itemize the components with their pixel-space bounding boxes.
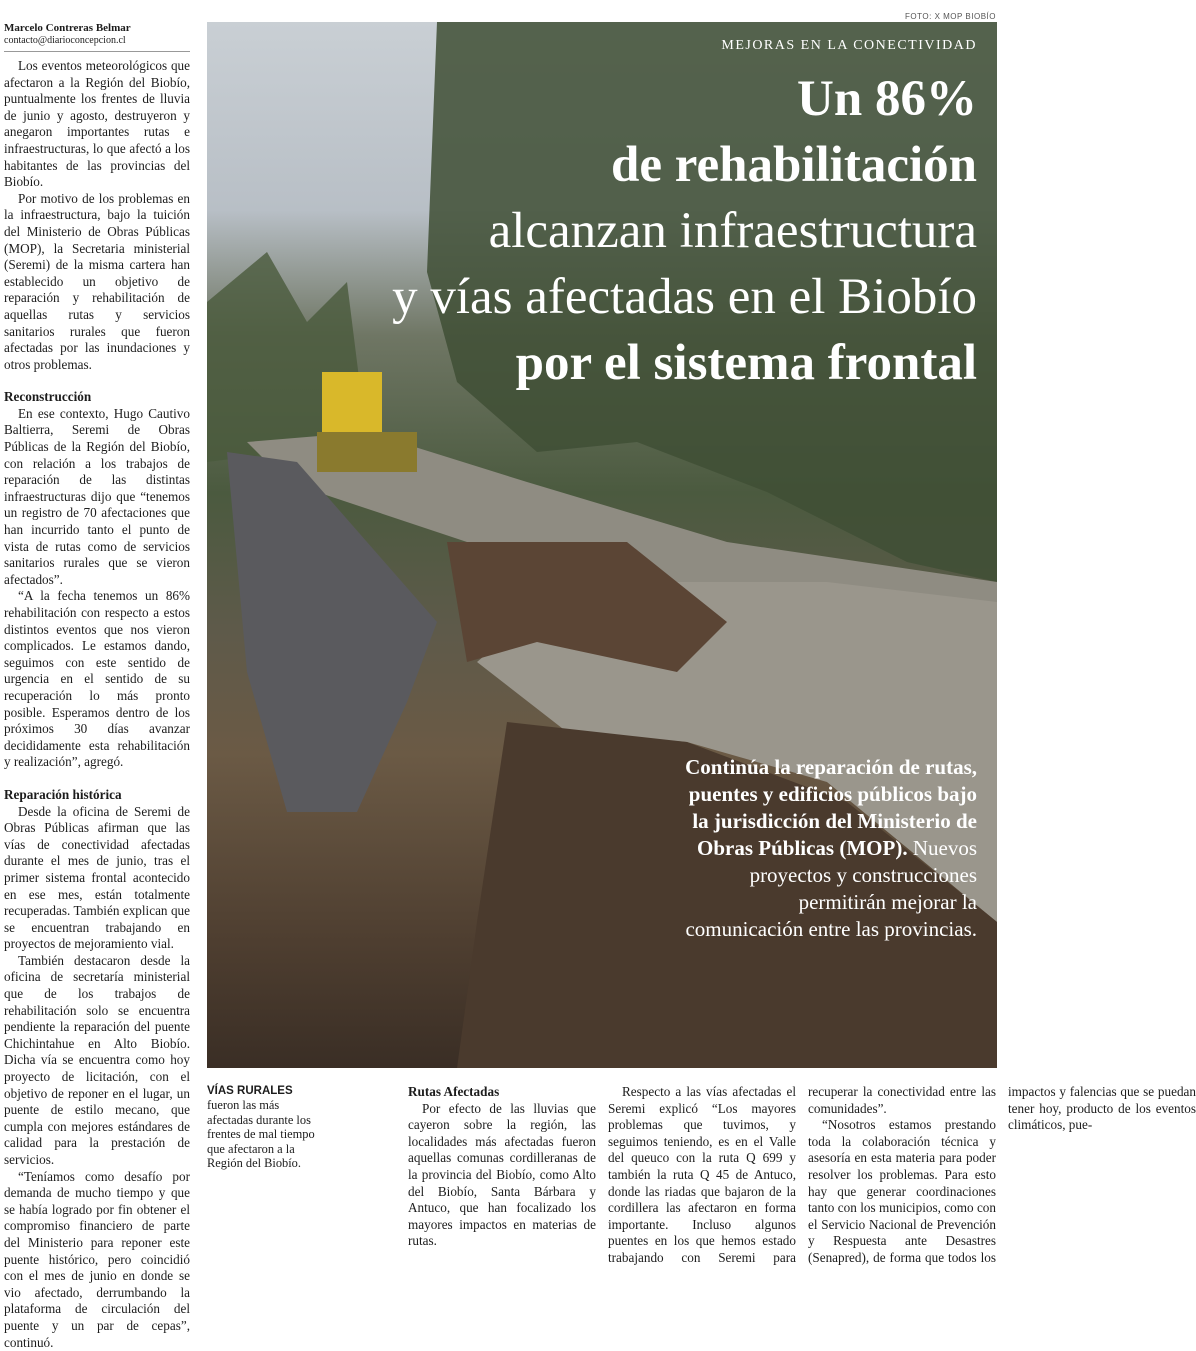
photo-caption	[207, 1084, 327, 1170]
deck-bold: Continúa la reparación de rutas, puentes y edificios públicos bajo la jurisdicción del Ministerio de Obras Públicas (MOP).	[685, 755, 977, 860]
left-body-text	[4, 58, 190, 1351]
headline-line: y vías afectadas en el Biobío	[392, 269, 977, 325]
headline	[237, 66, 977, 396]
subheading-reconstruccion: Reconstrucción	[4, 389, 92, 405]
paragraph: Por motivo de los problemas en la infraestructura, bajo la tuición del Ministerio de Obras Públicas (MOP), la Secretaria ministerial (Seremi) de la misma cartera han establecido un objetivo de reparación y rehabilitación de aquellas rutas y servicios sanitarios rurales que fueron afectadas por las inundaciones y otros problemas.	[4, 190, 190, 372]
caption-text: fueron las más afectadas durante los frentes de mal tiempo que afectaron a la Región del Biobío.	[207, 1098, 315, 1171]
headline-line: Un 86%	[797, 71, 977, 127]
deck-regular: Nuevos proyectos y construcciones permitirán mejorar la comunicación entre las provincias.	[685, 836, 977, 941]
paragraph: En ese contexto, Hugo Cautivo Baltierra, Seremi de Obras Públicas de la Región del Biobío, con relación a los trabajos de reparación de las distintas infraestructuras dijo que “tenemos un registro de 70 afectaciones que han incurrido tanto el punto de vista de rutas como de servicios sanitarios rurales que se vieron afectados”.	[4, 405, 190, 587]
headline-line: por el sistema frontal	[515, 335, 977, 391]
subheading-reparacion-historica: Reparación histórica	[4, 786, 122, 802]
paragraph: “Nosotros estamos prestando toda la colaboración técnica y asesoría en esta materia para poder resolver los problemas. Para esto hay que generar coordinaciones tanto con los municipios, como con el Servicio Nacional de Prevención y Respuesta ante Desastres (Senapred), de forma que todos los impactos y falencias que se puedan tener hoy, producto de los eventos climáticos, pue-	[808, 1084, 1196, 1265]
byline-email[interactable]: contacto@diarioconcepcion.cl	[4, 35, 126, 46]
left-column	[4, 22, 190, 1350]
headline-line: de rehabilitación	[611, 137, 977, 193]
paragraph: Desde la oficina de Seremi de Obras Públicas afirman que las vías de conectividad afectadas durante el mes de junio, tras el primer sistema frontal acontecido en ese mes, están totalmente recuperadas. También explican que se encuentran trabajando en proyectos de mejoramiento vial.	[4, 803, 190, 952]
paragraph: “A la fecha tenemos un 86% rehabilitación con respecto a estos distintos eventos que nos vieron complicados. Le estamos dando, seguimos con este sentido de urgencia en el sentido de su recuperación lo más pronto posible. Esperamos dentro de los próximos 30 días avanzar decididamente esta rehabilitación y realización”, agregó.	[4, 588, 190, 770]
paragraph: “Teníamos como desafío por demanda de mucho tiempo y que se había logrado por fin obtener el compromiso financiero de parte del Ministerio para reponer este puente histórico, pero coincidió con el mes de junio en donde se vio afectado, derrumbando la plataforma de circulación del puente y un par de cepas”, continuó.	[4, 1168, 190, 1350]
byline-author: Marcelo Contreras Belmar	[4, 22, 131, 34]
paragraph: Por efecto de las lluvias que cayeron sobre la región, las localidades más afectadas fueron aquellas comunas cordilleranas de la provincia del Biobío, como Alto del Biobío, Santa Bárbara y Antuco, que han focalizado los mayores impactos en materias de rutas.	[408, 1100, 596, 1249]
caption-title: VÍAS RURALES	[207, 1085, 293, 1097]
byline-divider	[4, 51, 190, 52]
bottom-columns	[408, 1084, 1196, 1274]
paragraph: También destacaron desde la oficina de secretaría ministerial que de los trabajos de rehabilitación solo se encuentra pendiente la reparación del puente Chichintahue en Alto Biobío. Dicha vía se encuentra como hoy proyecto de licitación, con el objetivo de reponer en el lugar, un puente de estilo mecano, que cumpla con mejores estándares de calidad para la prestación de servicios.	[4, 952, 190, 1167]
paragraph: Respecto a las vías afectadas el Seremi explicó “Los mayores problemas que tuvimos, y seguimos teniendo, es en el Valle del queuco con la ruta Q 699 y también la ruta Q 45 de Antuco, donde las riadas que bajaron de la cordillera las afectaron en forma importante. Incluso algunos puentes en los que hemos estado trabajando con Seremi para recuperar la conectividad entre las comunidades”.	[608, 1084, 996, 1265]
deck	[677, 754, 977, 943]
headline-line: alcanzan infraestructura	[488, 203, 977, 259]
kicker: MEJORAS EN LA CONECTIVIDAD	[721, 38, 977, 53]
photo-credit: FOTO: X MOP BIOBÍO	[905, 12, 996, 21]
paragraph: Los eventos meteorológicos que afectaron a la Región del Biobío, puntualmente los frentes de lluvia de junio y agosto, destruyeron y anegaron importantes rutas e infraestructuras, lo que afectó a los habitantes de las provincias del Biobío.	[4, 58, 190, 190]
hero-photo	[207, 22, 997, 1068]
subheading-rutas-afectadas: Rutas Afectadas	[408, 1084, 500, 1099]
